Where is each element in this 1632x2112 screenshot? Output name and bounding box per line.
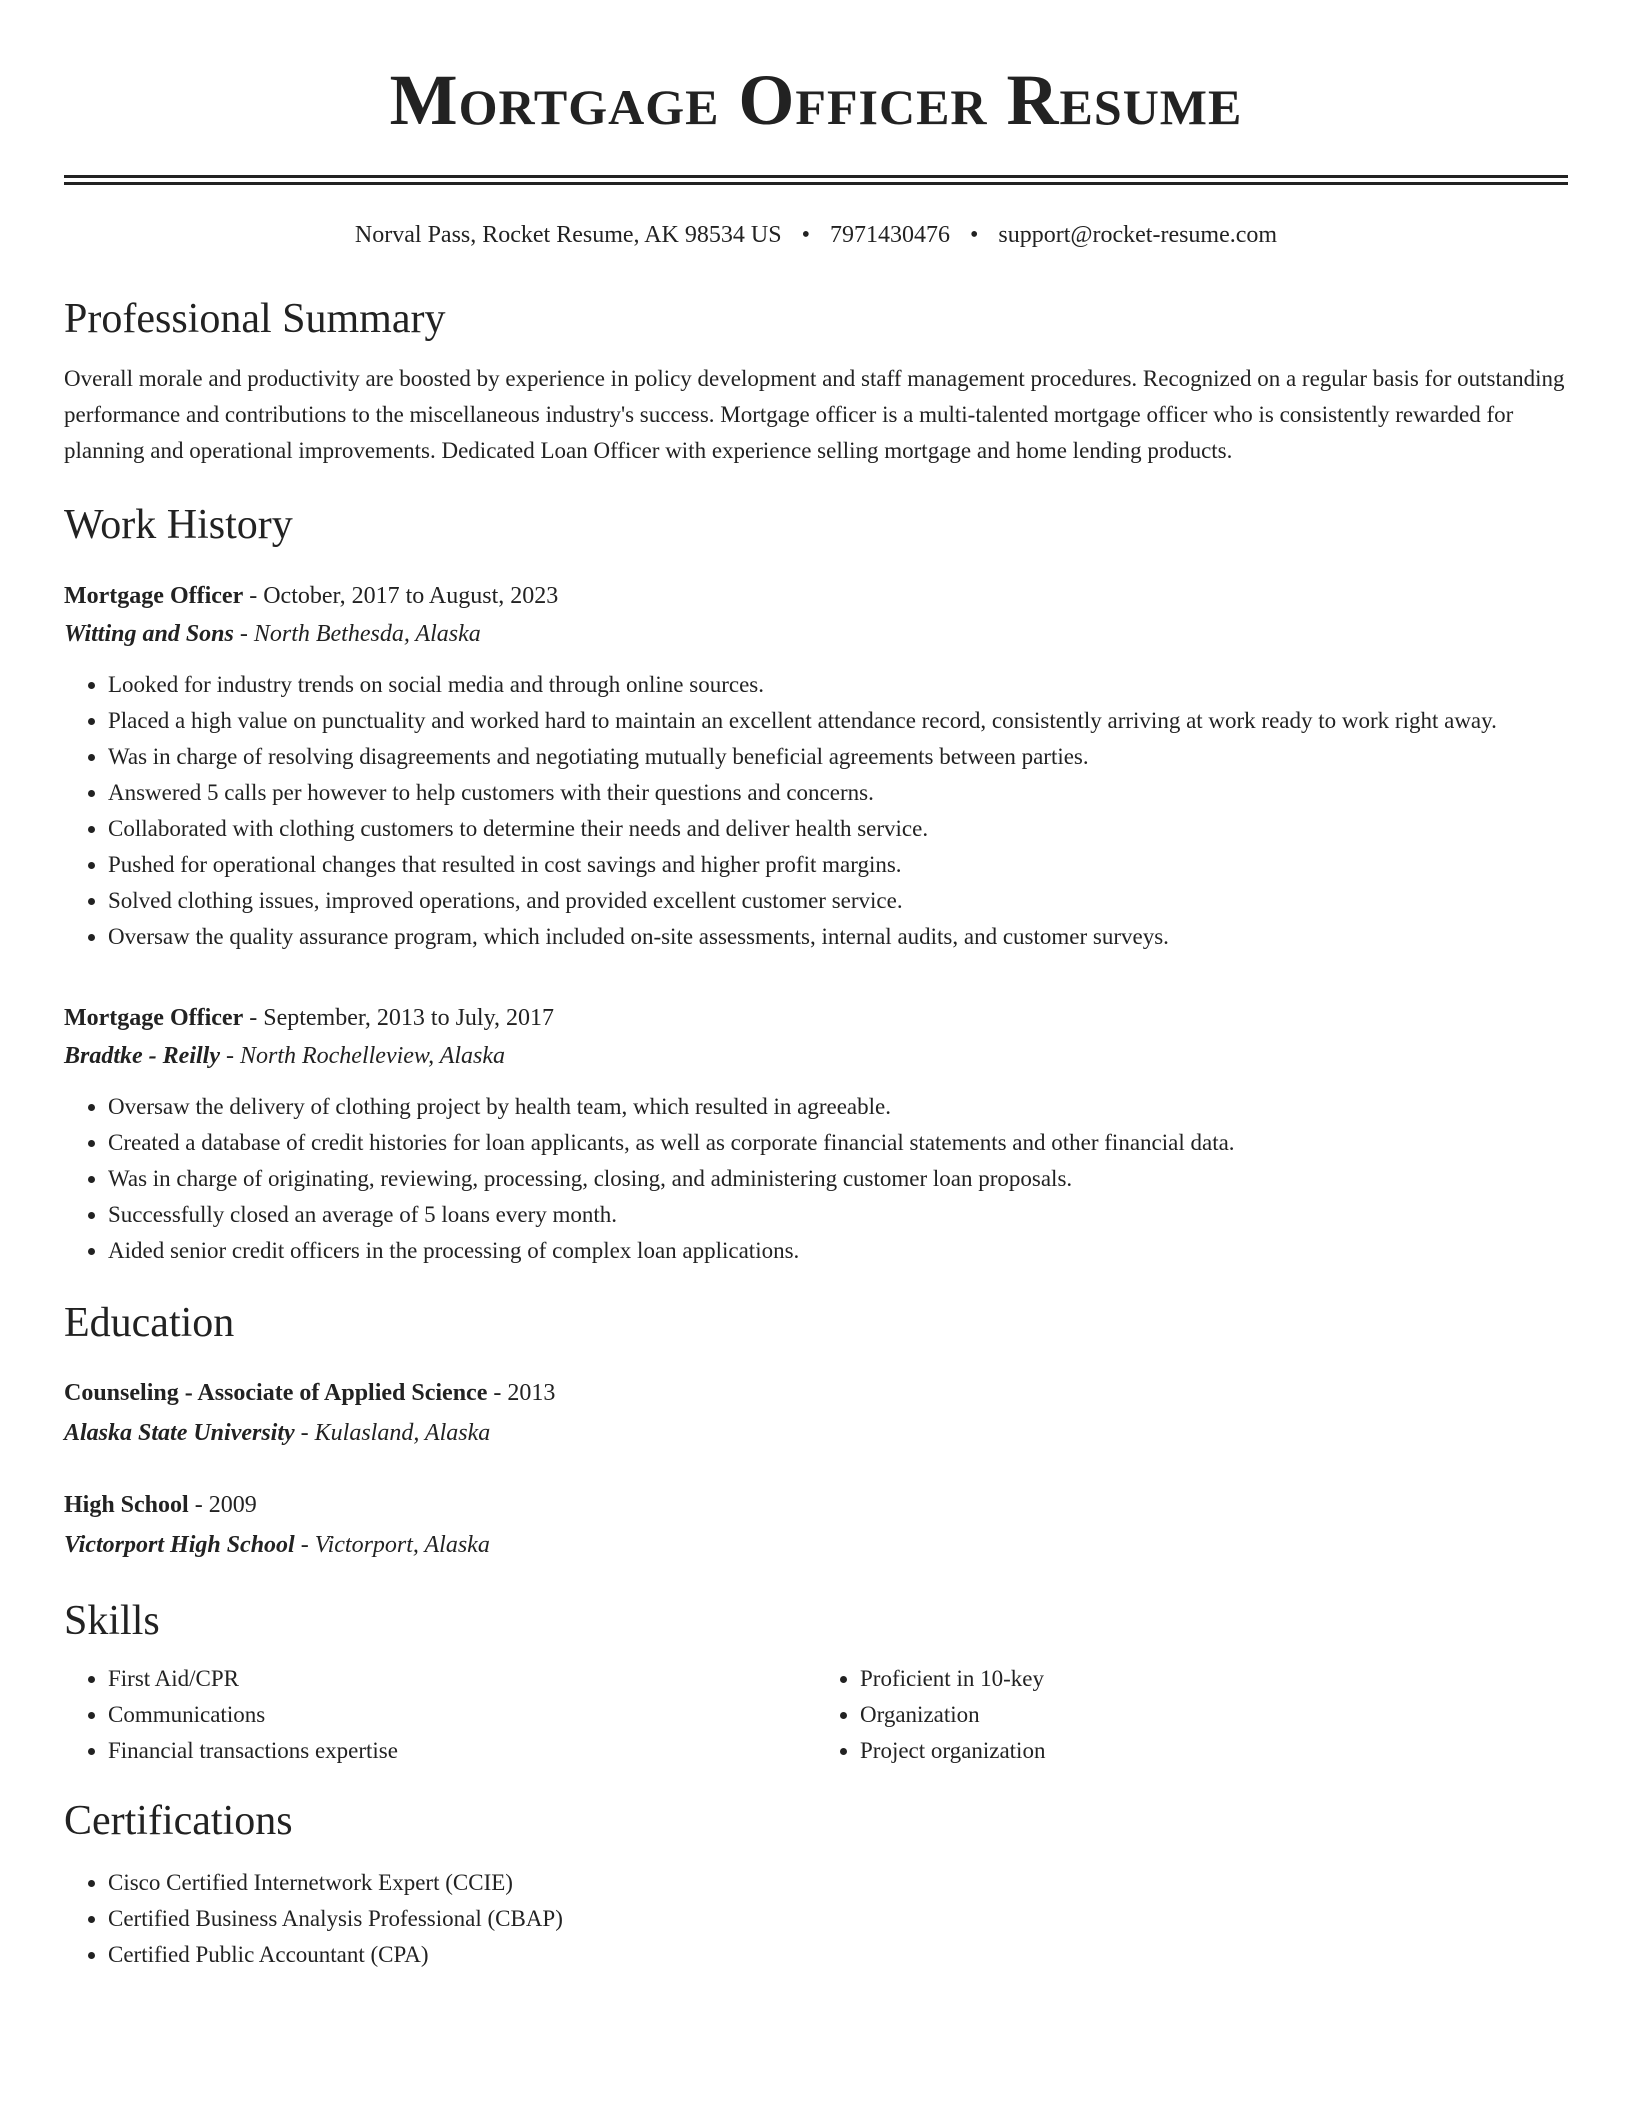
job-title-line xyxy=(64,577,1568,615)
list-item: • Looked for industry trends on social media and through online sources. xyxy=(108,667,1568,703)
degree: Counseling - Associate of Applied Science xyxy=(64,1380,488,1406)
education-heading: Education xyxy=(64,1300,235,1346)
contact-separator: • xyxy=(969,222,979,248)
certifications-list xyxy=(64,1865,1568,1973)
list-item: • Oversaw the quality assurance program, which included on-site assessments, internal audits, and customer surveys. xyxy=(108,919,1568,955)
school-line xyxy=(64,1525,1568,1565)
job-duties xyxy=(64,667,1568,955)
job-entry xyxy=(64,999,1568,1269)
job-company-line xyxy=(64,615,1568,653)
list-item: • Collaborated with clothing customers to determine their needs and deliver health service. xyxy=(108,811,1568,847)
list-item: • Certified Business Analysis Professional (CBAP) xyxy=(108,1901,1568,1937)
summary-text: Overall morale and productivity are boosted by experience in policy development and staff management procedures. Recognized on a regular basis for outstanding performance and contributions to the miscellaneous industry's success. Mortgage officer is a multi-talented mortgage officer who is consistently rewarded for planning and operational improvements. Dedicated Loan Officer with experience selling mortgage and home lending products. xyxy=(64,366,1565,463)
list-item: • Financial transactions expertise xyxy=(108,1733,816,1769)
list-item: • Solved clothing issues, improved operations, and provided excellent customer service. xyxy=(108,883,1568,919)
list-item: • Successfully closed an average of 5 loans every month. xyxy=(108,1197,1568,1233)
degree-year: - 2009 xyxy=(188,1492,257,1518)
list-item: • Answered 5 calls per however to help customers with their questions and concerns. xyxy=(108,775,1568,811)
job-company: Bradtke - Reilly xyxy=(64,1043,220,1069)
job-company: Witting and Sons xyxy=(64,621,234,647)
job-title: Mortgage Officer xyxy=(64,1005,244,1031)
job-entry xyxy=(64,577,1568,955)
job-location: - North Bethesda, Alaska xyxy=(233,621,481,647)
degree: High School xyxy=(64,1492,189,1518)
certifications-heading: Certifications xyxy=(64,1798,293,1844)
job-dates: - October, 2017 to August, 2023 xyxy=(243,583,559,609)
job-company-line xyxy=(64,1037,1568,1075)
school: Victorport High School xyxy=(64,1532,295,1558)
degree-line xyxy=(64,1373,1568,1413)
list-item: • Project organization xyxy=(860,1733,1568,1769)
list-item: • First Aid/CPR xyxy=(108,1661,816,1697)
list-item: • Organization xyxy=(860,1697,1568,1733)
list-item: • Created a database of credit histories for loan applicants, as well as corporate financial statements and other financial data. xyxy=(108,1125,1568,1161)
list-item: • Aided senior credit officers in the processing of complex loan applications. xyxy=(108,1233,1568,1269)
resume-title: Mortgage Officer Resume xyxy=(389,60,1243,140)
list-item: • Proficient in 10-key xyxy=(860,1661,1568,1697)
skills-list-right xyxy=(816,1661,1568,1769)
list-item: • Oversaw the delivery of clothing project by health team, which resulted in agreeable. xyxy=(108,1089,1568,1125)
contact-email: support@rocket-resume.com xyxy=(998,222,1278,248)
list-item: • Communications xyxy=(108,1697,816,1733)
education-entry xyxy=(64,1485,1568,1565)
degree-line xyxy=(64,1485,1568,1525)
title-divider xyxy=(64,175,1568,185)
contact-separator: • xyxy=(801,222,810,248)
list-item: • Placed a high value on punctuality and worked hard to maintain an excellent attendance record, consistently arriving at work ready to work right away. xyxy=(108,703,1568,739)
list-item: • Was in charge of resolving disagreements and negotiating mutually beneficial agreements between parties. xyxy=(108,739,1568,775)
job-duties xyxy=(64,1089,1568,1269)
list-item: • Cisco Certified Internetwork Expert (CCIE) xyxy=(108,1865,1568,1901)
job-title: Mortgage Officer xyxy=(64,583,244,609)
contact-phone: 7971430476 xyxy=(829,222,950,248)
list-item: • Was in charge of originating, reviewing, processing, closing, and administering customer loan proposals. xyxy=(108,1161,1568,1197)
job-dates: - September, 2013 to July, 2017 xyxy=(243,1005,555,1031)
education-entry xyxy=(64,1373,1568,1453)
job-location: - North Rochelleview, Alaska xyxy=(219,1043,506,1069)
school-location: - Kulasland, Alaska xyxy=(294,1420,491,1446)
contact-address: Norval Pass, Rocket Resume, AK 98534 US xyxy=(354,222,782,248)
summary-heading: Professional Summary xyxy=(64,296,446,342)
skills-list-left xyxy=(64,1661,816,1769)
degree-year: - 2013 xyxy=(487,1380,556,1406)
school: Alaska State University xyxy=(64,1420,295,1446)
school-location: - Victorport, Alaska xyxy=(294,1532,490,1558)
list-item: • Certified Public Accountant (CPA) xyxy=(108,1937,1568,1973)
school-line xyxy=(64,1413,1568,1453)
contact-line xyxy=(64,219,1568,251)
skills-heading: Skills xyxy=(64,1598,160,1644)
skills-grid xyxy=(64,1661,1568,1769)
work-history-heading: Work History xyxy=(64,502,293,548)
list-item: • Pushed for operational changes that resulted in cost savings and higher profit margins. xyxy=(108,847,1568,883)
job-title-line xyxy=(64,999,1568,1037)
